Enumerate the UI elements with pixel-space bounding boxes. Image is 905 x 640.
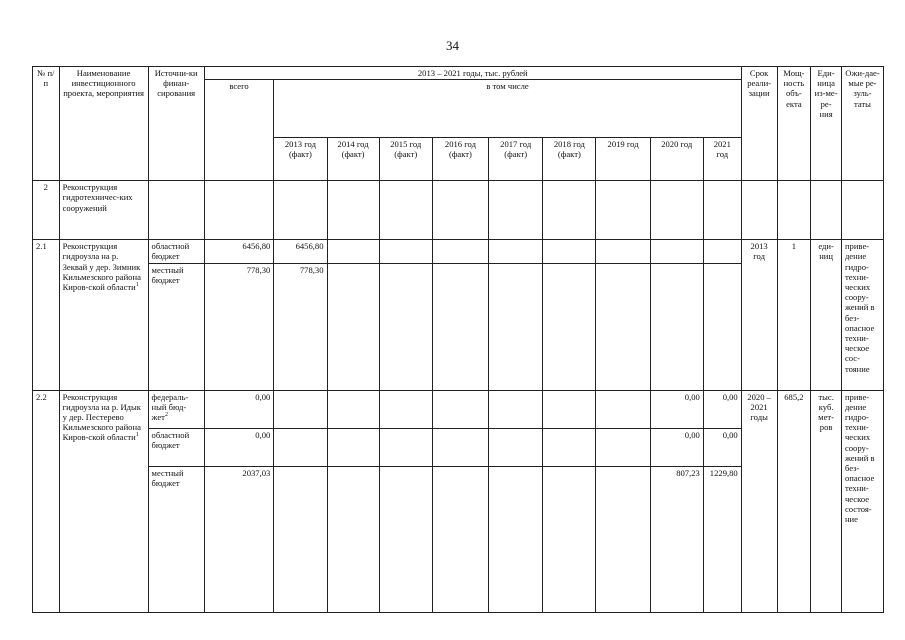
row-num: 2.2 [33,390,60,612]
investment-table [32,66,884,613]
header-year: 2019 год [596,138,650,181]
source-cell: местный бюджет [148,466,204,612]
header-unit: Еди-ница из-ме-ре-ния [811,67,842,181]
row-name: Реконструкция гидроузла на р. Зеквай у дер. Зимник Кильмезского района Киров-ской области$^1$ [59,240,148,390]
value-cell: 1229,80 [703,466,741,612]
result-cell: приве-дение гидро-техни-ческих соору-жений в без-опасное техни-ческое сос-тояние [841,240,883,390]
header-source: Источни-ки финан-сирования [148,67,204,181]
source-cell: местный бюджет [148,263,204,390]
row-name: Реконструкция гидротехничес-ких сооружений [59,181,148,240]
source-cell: областной бюджет [148,428,204,466]
table-row [33,181,884,240]
header-year: 2017 год (факт) [489,138,543,181]
page-number: 34 [446,38,459,53]
value-cell: 0,00 [703,390,741,428]
header-total: всего [204,80,274,181]
header-result: Ожи-дае-мые ре-зуль-таты [841,67,883,181]
header-year: 2021 год [703,138,741,181]
table-row [33,240,884,263]
value-cell: 778,30 [274,263,327,390]
row-name: Реконструкция гидроузла на р. Идык у дер. Пестерево Кильмезского района Киров-ской области$^1$ [59,390,148,612]
total-cell: 0,00 [204,390,274,428]
source-cell: областной бюджет [148,240,204,263]
total-cell: 0,00 [204,428,274,466]
header-year: 2013 год (факт) [274,138,327,181]
value-cell: 6456,80 [274,240,327,263]
value-cell: 0,00 [703,428,741,466]
value-cell: 0,00 [650,428,703,466]
header-including: в том числе [274,80,741,138]
capacity-cell: 685,2 [777,390,811,612]
row-num: 2 [33,181,60,240]
total-cell: 2037,03 [204,466,274,612]
source-cell: федераль-ный бюд-жет$^2$ [148,390,204,428]
total-cell: 778,30 [204,263,274,390]
unit-cell: тыс. куб. мет-ров [811,390,842,612]
header-year: 2018 год (факт) [543,138,596,181]
header-year: 2020 год [650,138,703,181]
header-term: Срок реали-зации [741,67,777,181]
header-year: 2016 год (факт) [432,138,488,181]
capacity-cell: 1 [777,240,811,390]
header-year: 2015 год (факт) [379,138,432,181]
header-name: Наименование инвестиционного проекта, мероприятия [59,67,148,181]
term-cell: 2013 год [741,240,777,390]
header-year: 2014 год (факт) [327,138,379,181]
header-capacity: Мощ-ность объ-екта [777,67,811,181]
table-row [33,390,884,428]
result-cell: приве-дение гидро-техни-ческих соору-жений в без-опасное техни-ческое состоя-ние [841,390,883,612]
value-cell: 0,00 [650,390,703,428]
header-period: 2013 – 2021 годы, тыс. рублей [204,67,741,80]
value-cell: 807,23 [650,466,703,612]
term-cell: 2020 – 2021 годы [741,390,777,612]
unit-cell: еди-ниц [811,240,842,390]
total-cell: 6456,80 [204,240,274,263]
header-num: № п/п [33,67,60,181]
row-num: 2.1 [33,240,60,390]
